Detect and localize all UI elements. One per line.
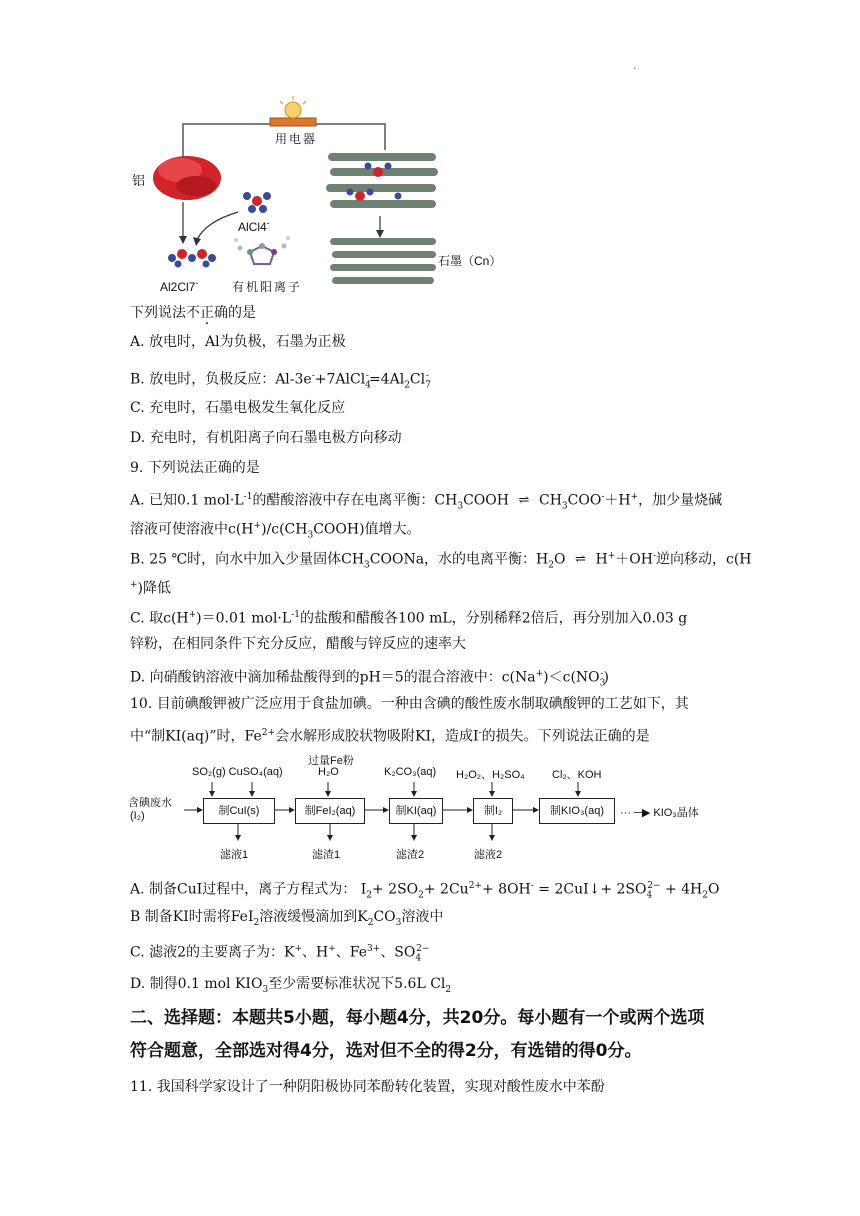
flow-box-cui: 制CuI(s)	[203, 798, 275, 824]
q10-stem-line2: 中“制KI(aq)”时，$Fe^{2+}$会水解形成胶状物吸附KI，造成I-的损失。下列说法正确的是	[130, 728, 650, 745]
q9-option-a-line1: A. 已知0.1 $mol\cdot L^{-1}$的醋酸溶液中存在电离平衡：$CH_3COOH$ ⇌ $CH_3COO^-+H^+$，加少量烧碱	[130, 492, 723, 512]
q9-option-c-line2: 锌粉，在相同条件下充分反应，醋酸与锌反应的速率大	[130, 636, 466, 652]
flow-box-fei2: 制FeI₂(aq)	[295, 798, 365, 824]
flow-input-label: 含碘废水	[128, 797, 172, 809]
flow-input-sub: (I₂)	[130, 810, 145, 822]
corner-mark: .	[633, 62, 636, 71]
section2-heading-line2: 符合题意，全部选对得4分，选对但不全的得2分，有选错的得0分。	[130, 1041, 642, 1061]
alcl4-molecule	[243, 192, 271, 213]
organic-cation-molecule	[234, 236, 290, 264]
flow-box-kio3: 制KIO₃(aq)	[539, 798, 615, 824]
alcl4-label: AlCl4-	[238, 218, 270, 234]
graphite-label: 石墨（Cn）	[438, 254, 502, 268]
q10-option-a: A. 制备CuI过程中，离子方程式为： $I_2+ 2SO_2+ 2Cu^{2+}+ 8OH^-$ = 2CuI↓+ $2SO_4^{2-} + 4H_2O$	[130, 881, 720, 901]
q10-stem-line1: 10. 目前碘酸钾被广泛应用于食盐加碘。一种由含碘的酸性废水制取碘酸钾的工艺如下，其	[130, 696, 689, 712]
q9-option-d: D. 向硝酸钠溶液中滴加稀盐酸得到的pH＝5的混合溶液中：$c(Na^+)<c(NO_3^-)$	[130, 669, 609, 689]
flow-output-2: 滤渣1	[312, 849, 341, 861]
al2cl7-molecule	[168, 249, 216, 268]
equilibrium-arrow-icon: ⇌	[575, 551, 586, 567]
q9-option-c-line1: C. 取c(H+)＝0.01 $mol\cdot L^{-1}$的盐酸和醋酸各100 mL，分别稀释2倍后，再分别加入0.03 g	[130, 610, 688, 627]
q8-option-b: B. 放电时，负极反应：$Al-3e^-+7AlCl_4^-=4Al_2Cl_7^-$	[130, 371, 431, 391]
aluminum-label: 铝	[132, 173, 146, 188]
q10-option-c: C. 滤液2的主要离子为：K+、H+、$Fe^{3+}$、$SO_4^{2-}$	[130, 944, 430, 964]
graphite-layers	[326, 153, 438, 284]
aluminum-block-graphic	[153, 156, 221, 200]
q8-option-a: A. 放电时，Al为负极，石墨为正极	[130, 334, 346, 350]
al2cl7-label: Al2Cl7-	[160, 278, 199, 294]
q9-option-b-line1: B. 25 ℃时，向水中加入少量固体$CH_3COONa$，水的电离平衡：$H_2O$ ⇌ H+＋OH-逆向移动，c(H	[130, 551, 752, 571]
flow-output-4: 滤液2	[474, 849, 503, 861]
flow-box-i2: 制I₂	[473, 798, 513, 824]
q10-option-d: D. 制得0.1 mol $KIO_3$至少需要标准状况下5.6L $Cl_2$	[130, 976, 452, 995]
flow-reagent-1: SO₂(g) CuSO₄(aq)	[192, 766, 283, 778]
battery-diagram	[0, 0, 860, 300]
q11-stem: 11. 我国科学家设计了一种阴阳极协同苯酚转化装置，实现对酸性废水中苯酚	[130, 1079, 605, 1095]
q9-stem: 9. 下列说法正确的是	[130, 460, 260, 476]
q10-option-b: B 制备KI时需将FeI$_2$溶液缓慢滴加到$K_2CO_3$溶液中	[130, 909, 444, 928]
flow-reagent-5: H₂O₂、H₂SO₄	[456, 769, 525, 781]
section2-heading-line1: 二、选择题：本题共5小题，每小题4分，共20分。每小题有一个或两个选项	[130, 1008, 705, 1028]
flow-reagent-2: 过量Fe粉	[308, 755, 354, 767]
flow-reagent-6: Cl₂、KOH	[552, 769, 602, 781]
flow-output-3: 滤渣2	[396, 849, 425, 861]
q9-option-a-line2: 溶液可使溶液中$c(H^+)/c(CH_3COOH)$值增大。	[130, 521, 421, 541]
q8-stem: 下列说法不正确的是	[130, 305, 256, 321]
flow-output-1: 滤液1	[220, 849, 249, 861]
flow-box-ki: 制KI(aq)	[389, 798, 443, 824]
q8-option-c: C. 充电时，石墨电极发生氧化反应	[130, 400, 346, 416]
organic-cation-label: 有机阳离子	[232, 280, 303, 294]
q9-option-b-line2: +)降低	[130, 580, 172, 597]
device-label: 用电器	[275, 132, 318, 146]
q8-option-d: D. 充电时，有机阳离子向石墨电极方向移动	[130, 430, 402, 446]
equilibrium-arrow-icon: ⇌	[518, 492, 530, 508]
flow-tail-product: ··· ─▶ KIO₃晶体	[620, 807, 699, 819]
flow-reagent-4: K₂CO₃(aq)	[384, 766, 437, 778]
flow-reagent-3: H₂O	[318, 766, 339, 778]
